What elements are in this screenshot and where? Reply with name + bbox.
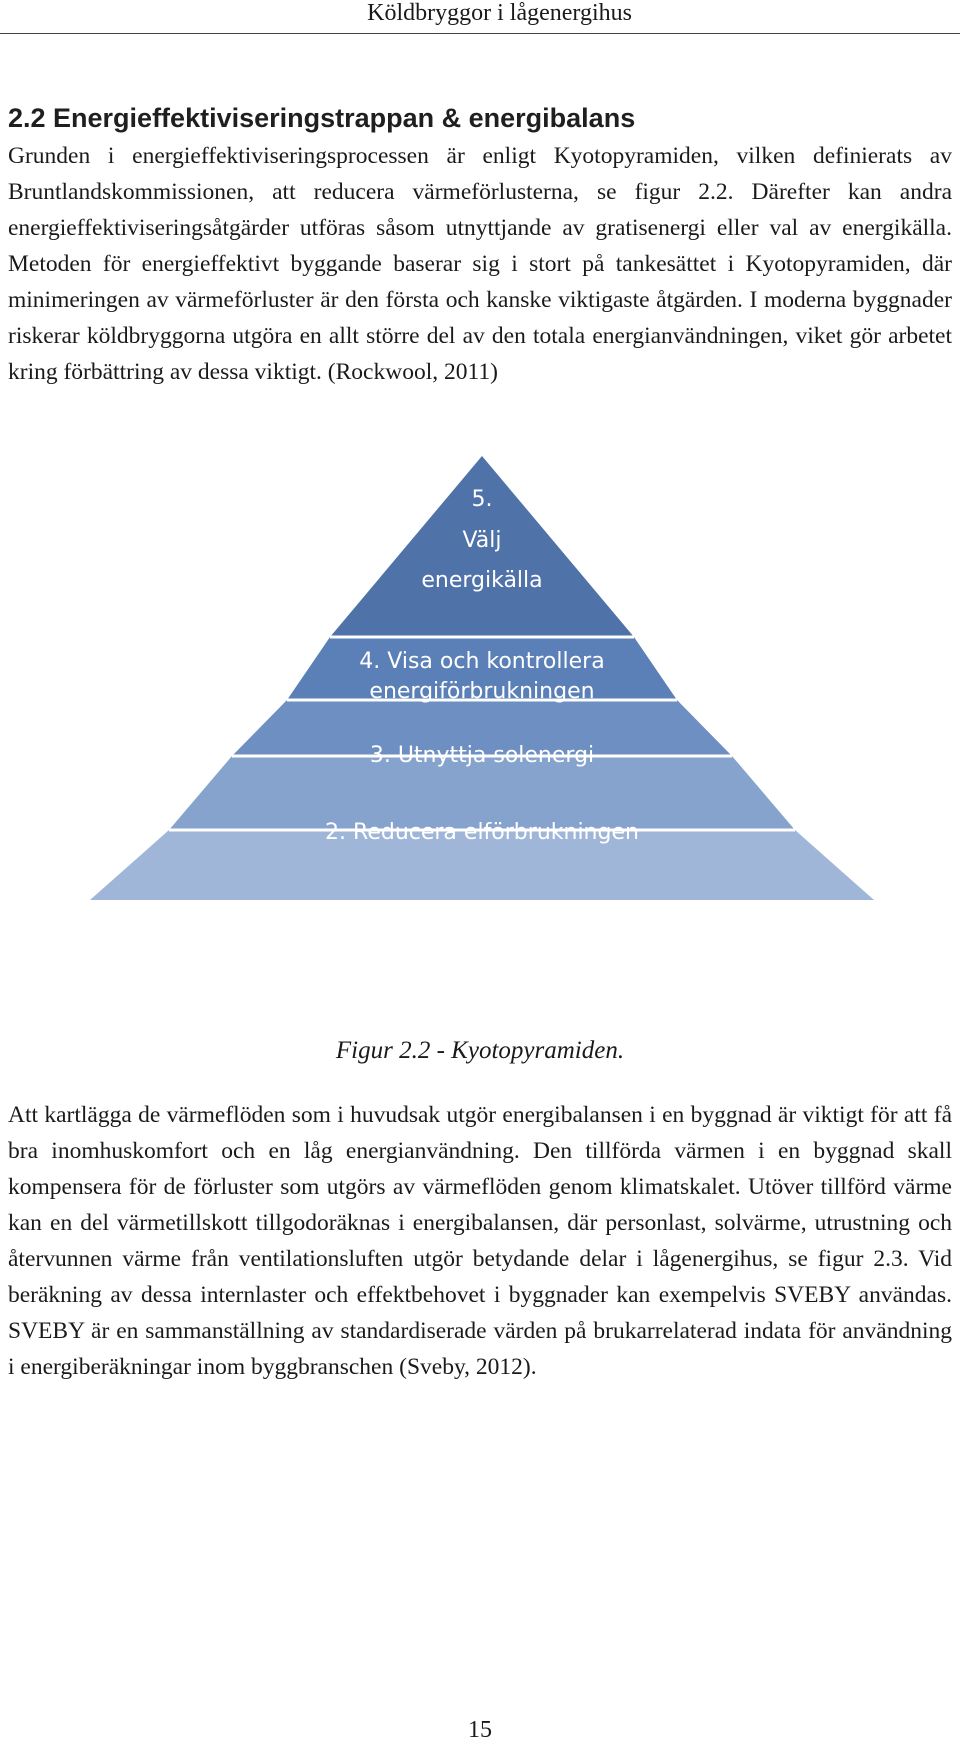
tier-2-label: 2. Reducera elförbrukningen xyxy=(325,820,639,845)
tier-4-label-line1: 4. Visa och kontrollera xyxy=(359,649,605,674)
tier-5-label-line2: Välj xyxy=(462,528,502,553)
tier-5-label-line1: 5. xyxy=(471,487,493,512)
kyoto-pyramid xyxy=(82,456,882,966)
energy-balance-paragraph: Att kartlägga de värmeflöden som i huvudsak utgör energibalansen i en byggnad är viktigt för att få bra inomhuskomfort och en låg energianvändning. Den tillförda värmen i en byggnad skall kompensera för de förluster som utgörs av värmeflöden genom klimatskalet. Utöver tillförd värme kan en del värmetillskott tillgodoräknas i energibalansen, där personlast, solvärme, utrustning och återvunnen värme från ventilationsluften utgör betydande delar i lågenergihus, se figur 2.3. Vid beräkning av dessa internlaster och effektbehovet i byggnader kan exempelvis SVEBY användas. SVEBY är en sammanställning av standardiserade värden på brukarrelaterad indata för användning i energiberäkningar inom byggbranschen (Sveby, 2012). xyxy=(8,1102,952,1380)
tier-5-label-line3: energikälla xyxy=(421,568,543,593)
running-title: Köldbryggor i lågenergihus xyxy=(367,0,632,26)
page-header xyxy=(0,0,960,34)
tier-1-label: 1. Reducera värmeförlusten xyxy=(328,898,636,923)
figure-caption: Figur 2.2 - Kyotopyramiden. xyxy=(335,1037,625,1064)
tier-3-label: 3. Utnyttja solenergi xyxy=(369,743,595,768)
section-heading: 2.2 Energieffektiviseringstrappan & energibalans xyxy=(8,103,636,133)
kyoto-pyramid-figure xyxy=(82,456,882,966)
tier-4-label-line2: energiförbrukningen xyxy=(369,679,595,704)
page-number: 15 xyxy=(468,1717,492,1743)
intro-paragraph: Grunden i energieffektiviseringsprocessen är enligt Kyotopyramiden, vilken definierats av Bruntlandskommissionen, att reducera värmeförlusterna, se figur 2.2. Därefter kan andra energieffektiviseringsåtgärder utföras såsom utnyttjande av gratisenergi eller val av energikälla. Metoden för energieffektivt byggande baserar sig i stort på tankesättet i Kyotopyramiden, där minimeringen av värmeförluster är den första och kanske viktigaste åtgärden. I moderna byggnader riskerar köldbryggorna utgöra en allt större del av den totala energianvändningen, viket gör arbetet kring förbättring av dessa viktigt. (Rockwool, 2011) xyxy=(8,143,952,385)
